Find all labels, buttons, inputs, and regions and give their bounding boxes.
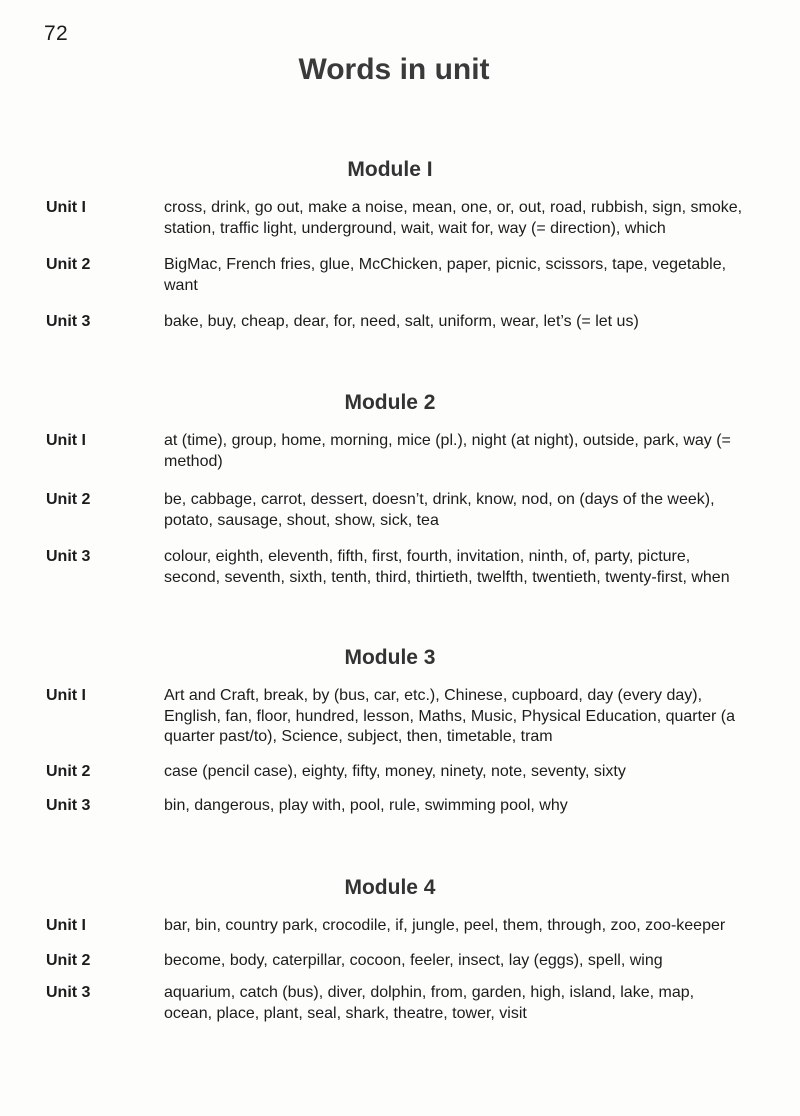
- unit-row: [0, 686, 800, 748]
- module-4-section: [0, 876, 800, 1042]
- unit-row: [0, 983, 800, 1024]
- unit-row: [0, 490, 800, 531]
- unit-words: bin, dangerous, play with, pool, rule, swimming pool, why: [164, 797, 568, 814]
- unit-row: [0, 762, 800, 783]
- module-heading: Module 2: [344, 391, 436, 414]
- unit-row: [0, 198, 800, 239]
- unit-label: Unit I: [46, 917, 86, 934]
- unit-words: at (time), group, home, morning, mice (pl.), night (at night), outside, park, way (= method): [164, 432, 731, 470]
- unit-words: aquarium, catch (bus), diver, dolphin, from, garden, high, island, lake, map, ocean, place, plant, seal, shark, theatre, tower, visit: [164, 984, 695, 1022]
- unit-label: Unit I: [46, 199, 86, 216]
- unit-words: BigMac, French fries, glue, McChicken, paper, picnic, scissors, tape, vegetable, want: [164, 256, 727, 294]
- unit-label: Unit 2: [46, 762, 91, 780]
- unit-words: become, body, caterpillar, cocoon, feeler, insect, lay (eggs), spell, wing: [164, 951, 663, 969]
- module-1-section: [0, 158, 800, 351]
- unit-label: Unit 2: [46, 491, 91, 508]
- unit-row: [0, 431, 800, 472]
- module-heading: Module 3: [344, 646, 436, 669]
- unit-label: Unit 3: [46, 313, 91, 330]
- unit-row: [0, 796, 800, 817]
- unit-row: [0, 547, 800, 588]
- module-3-section: [0, 646, 800, 835]
- unit-label: Unit 3: [46, 548, 91, 565]
- unit-row: [0, 255, 800, 296]
- unit-label: Unit 3: [46, 797, 91, 814]
- unit-row: [0, 312, 800, 333]
- unit-label: Unit I: [46, 687, 86, 704]
- unit-label: Unit 2: [46, 951, 91, 969]
- unit-words: bake, buy, cheap, dear, for, need, salt, uniform, wear, let’s (= let us): [164, 313, 639, 330]
- unit-words: cross, drink, go out, make a noise, mean, one, or, out, road, rubbish, sign, smoke, station, traffic light, underground, wait, wait for, way (= direction), which: [164, 199, 743, 237]
- unit-words: case (pencil case), eighty, fifty, money, ninety, note, seventy, sixty: [164, 762, 626, 780]
- page-number: 72: [44, 22, 68, 45]
- unit-label: Unit 3: [46, 984, 91, 1001]
- module-2-section: [0, 391, 800, 606]
- unit-words: colour, eighth, eleventh, fifth, first, fourth, invitation, ninth, of, party, picture, second, seventh, sixth, tenth, third, thirtieth, twelfth, twentieth, twenty-first, when: [164, 548, 730, 586]
- unit-row: [0, 916, 800, 937]
- module-heading: Module 4: [344, 876, 436, 899]
- unit-words: bar, bin, country park, crocodile, if, jungle, peel, them, through, zoo, zoo-keeper: [164, 917, 726, 934]
- module-heading: Module I: [347, 158, 433, 181]
- unit-words: be, cabbage, carrot, dessert, doesn’t, drink, know, nod, on (days of the week), potato, sausage, shout, show, sick, tea: [164, 491, 715, 529]
- page-title: Words in unit: [298, 53, 490, 86]
- unit-label: Unit 2: [46, 256, 91, 273]
- unit-row: [0, 951, 800, 972]
- unit-words: Art and Craft, break, by (bus, car, etc.), Chinese, cupboard, day (every day), English, fan, floor, hundred, lesson, Maths, Music, Physical Education, quarter (a quarter past/to), Science, subject, then, timetable, tram: [164, 687, 735, 745]
- unit-label: Unit I: [46, 432, 86, 449]
